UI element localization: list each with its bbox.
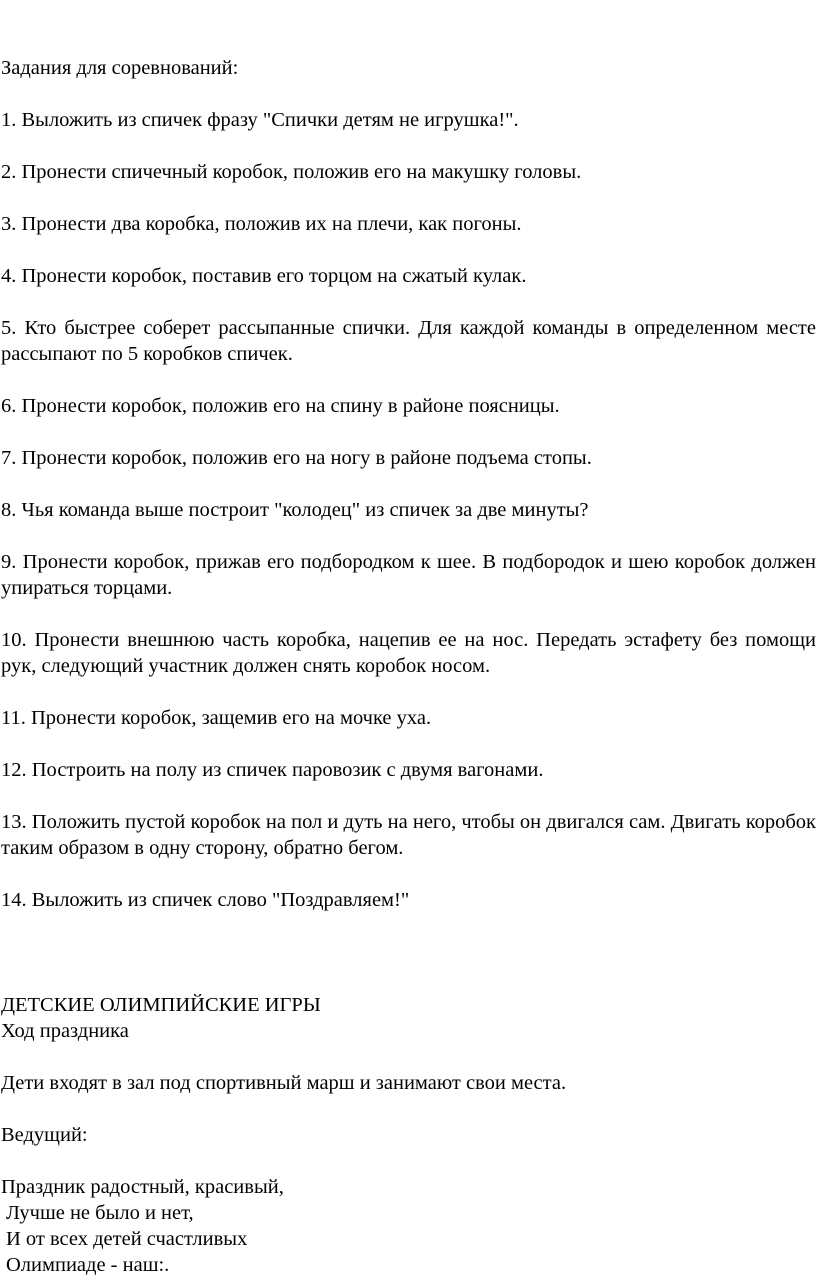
task-item-2: 2. Пронести спичечный коробок, положив его на макушку головы. bbox=[1, 161, 582, 183]
task-item-3: 3. Пронести два коробка, положив их на плечи, как погоны. bbox=[1, 213, 522, 235]
task-item-10: 10. Пронести внешнюю часть коробка, нацепив ее на нос. Передать эстафету без помощи рук, следующий участник должен снять коробок носом. bbox=[1, 629, 816, 677]
task-item-5: 5. Кто быстрее соберет рассыпанные спички. Для каждой команды в определенном месте рассыпают по 5 коробков спичек. bbox=[1, 317, 816, 365]
poem-line-1: Праздник радостный, красивый, bbox=[1, 1176, 284, 1198]
intro-paragraph: Дети входят в зал под спортивный марш и занимают свои места. bbox=[1, 1072, 567, 1094]
task-item-1: 1. Выложить из спичек фразу "Спички детям не игрушка!". bbox=[1, 109, 519, 131]
poem-line-3: И от всех детей счастливых bbox=[6, 1228, 248, 1250]
speaker-label: Ведущий: bbox=[1, 1124, 88, 1146]
task-item-6: 6. Пронести коробок, положив его на спину в районе поясницы. bbox=[1, 395, 560, 417]
task-item-12: 12. Построить на полу из спичек паровозик с двумя вагонами. bbox=[1, 759, 544, 781]
section-title: ДЕТСКИЕ ОЛИМПИЙСКИЕ ИГРЫ bbox=[1, 994, 321, 1016]
task-item-14: 14. Выложить из спичек слово "Поздравляем!" bbox=[1, 889, 410, 911]
task-item-11: 11. Пронести коробок, защемив его на мочке уха. bbox=[1, 707, 432, 729]
task-item-7: 7. Пронести коробок, положив его на ногу в районе подъема стопы. bbox=[1, 447, 592, 469]
section-subtitle: Ход праздника bbox=[1, 1020, 129, 1042]
poem-line-2: Лучше не было и нет, bbox=[6, 1202, 194, 1224]
intro-heading: Задания для соревнований: bbox=[1, 57, 239, 79]
task-item-9: 9. Пронести коробок, прижав его подбородком к шее. В подбородок и шею коробок должен упираться торцами. bbox=[1, 551, 816, 599]
task-item-13: 13. Положить пустой коробок на пол и дуть на него, чтобы он двигался сам. Двигать коробок таким образом в одну сторону, обратно бегом. bbox=[1, 811, 816, 859]
task-item-8: 8. Чья команда выше построит "колодец" из спичек за две минуты? bbox=[1, 499, 589, 521]
task-item-4: 4. Пронести коробок, поставив его торцом на сжатый кулак. bbox=[1, 265, 527, 287]
poem-line-4: Олимпиаде - наш:. bbox=[6, 1254, 170, 1276]
